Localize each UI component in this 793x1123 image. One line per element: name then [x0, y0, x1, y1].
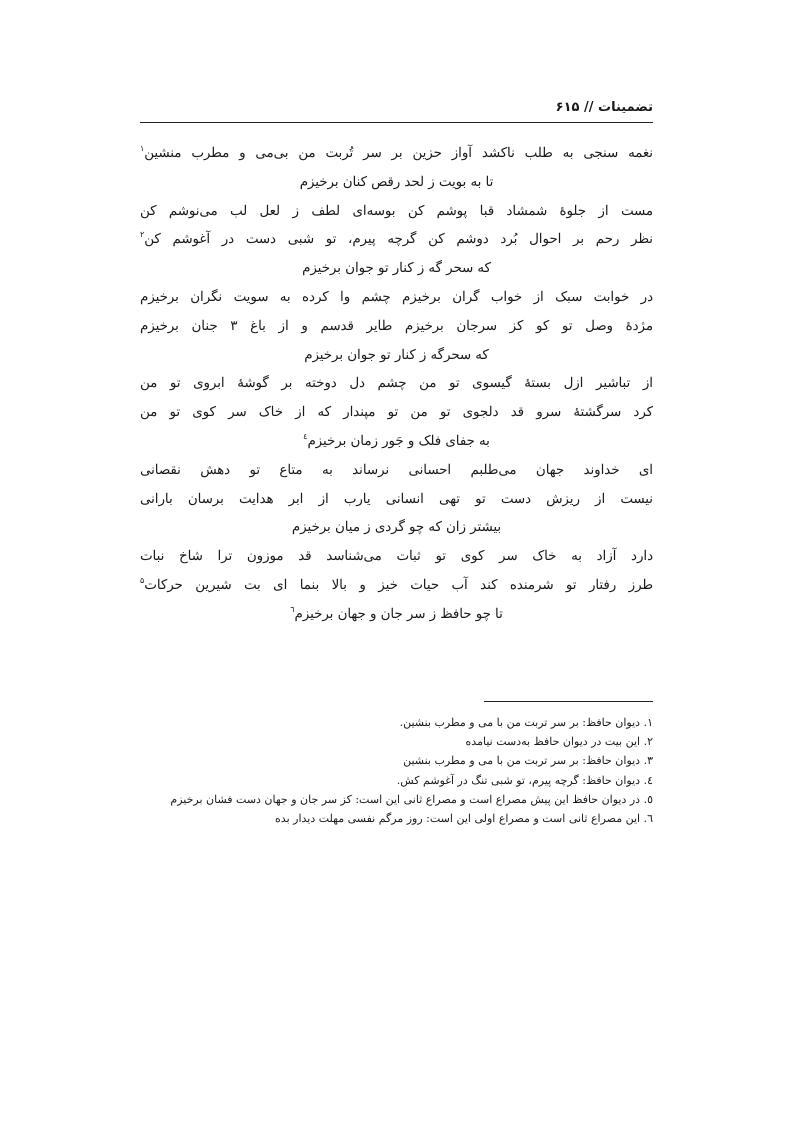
- verse-line: [140, 226, 653, 255]
- verse-text: طرز رفتار تو شرمنده کند آب حیات خیز و بالا بنما ای بت شیرین حرکات: [144, 577, 653, 593]
- refrain-line: [140, 342, 653, 371]
- refrain-line: [140, 169, 653, 198]
- verse-text: نیست از ریزش دست تو تهی انسانی یارب از ابر هدایت برسان بارانی: [140, 491, 653, 507]
- footnote-separator: [484, 701, 653, 702]
- verse-text: که سحرگه ز کنار تو جوان برخیزم: [304, 347, 489, 363]
- verse-text: مست از جلوهٔ شمشاد قبا پوشم کن بوسه‌ای لطف ز لعل لب می‌نوشم کن: [140, 203, 653, 219]
- verse-text: ای خداوند جهان می‌طلبم احسانی نرساند به متاع تو دهش نقصانی: [140, 462, 653, 478]
- verse-text: که سحر گه ز کنار تو جوان برخیزم: [302, 261, 491, 277]
- footnote-marker[interactable]: ٤: [303, 431, 308, 441]
- verse-text: به جفای فلک و جَور زمان برخیزم: [307, 433, 490, 449]
- refrain-line: [140, 255, 653, 284]
- poem-body: [140, 140, 653, 630]
- verse-line: [140, 543, 653, 572]
- footnote: ٤. دیوان حافظ: گرچه پیرم، تو شبی تنگ در آغوشم کش.: [396, 773, 653, 787]
- footnote-marker[interactable]: ۵: [140, 575, 145, 585]
- verse-line: [140, 457, 653, 486]
- verse-text: نظر رحم بر احوال بُرد دوشم کن گرچه پیرم، تو شبی دست در آغوشم کن: [144, 232, 653, 248]
- refrain-line: [140, 428, 653, 457]
- footnote: ١. دیوان حافظ: بر سر تربت من با می و مطرب بنشین.: [399, 716, 653, 729]
- footnote-marker[interactable]: ۱: [140, 144, 145, 153]
- verse-text: نغمه سنجی به طلب ناکشد آواز حزین بر سر تُربت من بی‌می و مطرب منشین: [144, 146, 653, 161]
- verse-text: بیشتر زان که چو گردی ز میان برخیزم: [291, 520, 502, 536]
- footnote-marker[interactable]: ۲: [140, 230, 145, 240]
- verse-text: از تباشیر ازل بستهٔ گیسوی تو من چشم دل دوخته بر گوشهٔ ابروی تو من: [140, 376, 653, 392]
- verse-text: دارد آزاد به خاک سر کوی تو ثبات می‌شناسد قد موزون ترا شاخ نبات: [140, 549, 653, 565]
- running-header: [140, 96, 653, 118]
- refrain-line: [140, 514, 653, 543]
- running-head: تضمینات // ۶۱۵: [555, 100, 653, 115]
- footnotes: [140, 713, 653, 828]
- verse-line: [140, 572, 653, 601]
- verse-line: [140, 486, 653, 515]
- footnote-marker[interactable]: ٦: [290, 604, 295, 614]
- verse-line: [140, 370, 653, 399]
- footnote: ٢. این بیت در دیوان حافظ به‌دست نیامده: [465, 735, 653, 749]
- header-rule: [140, 122, 653, 123]
- refrain-line: [140, 601, 653, 630]
- verse-line: [140, 313, 653, 342]
- verse-line: [140, 284, 653, 313]
- verse-text: تا به بویت ز لحد رقص کنان برخیزم: [299, 174, 494, 190]
- verse-line: [140, 399, 653, 428]
- verse-text: مژدهٔ وصل تو کو کز سرجان برخیزم طایر قدسم و از باغ ۳ جنان برخیزم: [140, 318, 653, 334]
- footnote: ٥. در دیوان حافظ این پیش مصراع است و مصراع ثانی این است: کز سر جان و جهان دست فشان برخیزم: [170, 792, 653, 806]
- verse-text: کرد سرگشتهٔ سرو قد دلجوی تو من تو مپندار که از خاک سر کوی تو من: [140, 405, 653, 421]
- verse-line: [140, 140, 653, 169]
- footnote: ٣. دیوان حافظ: بر سر تربت من با می و مطرب بنشین: [403, 754, 653, 768]
- verse-line: [140, 198, 653, 227]
- verse-text: تا چو حافظ ز سر جان و جهان برخیزم: [294, 606, 503, 622]
- footnote: ٦. این مصراع ثانی است و مصراع اولی این است: روز مرگم نفسی مهلت دیدار بده: [275, 811, 653, 825]
- verse-text: در خوابت سبک از خواب گران برخیزم چشم وا کرده به سویت نگران برخیزم: [140, 289, 653, 305]
